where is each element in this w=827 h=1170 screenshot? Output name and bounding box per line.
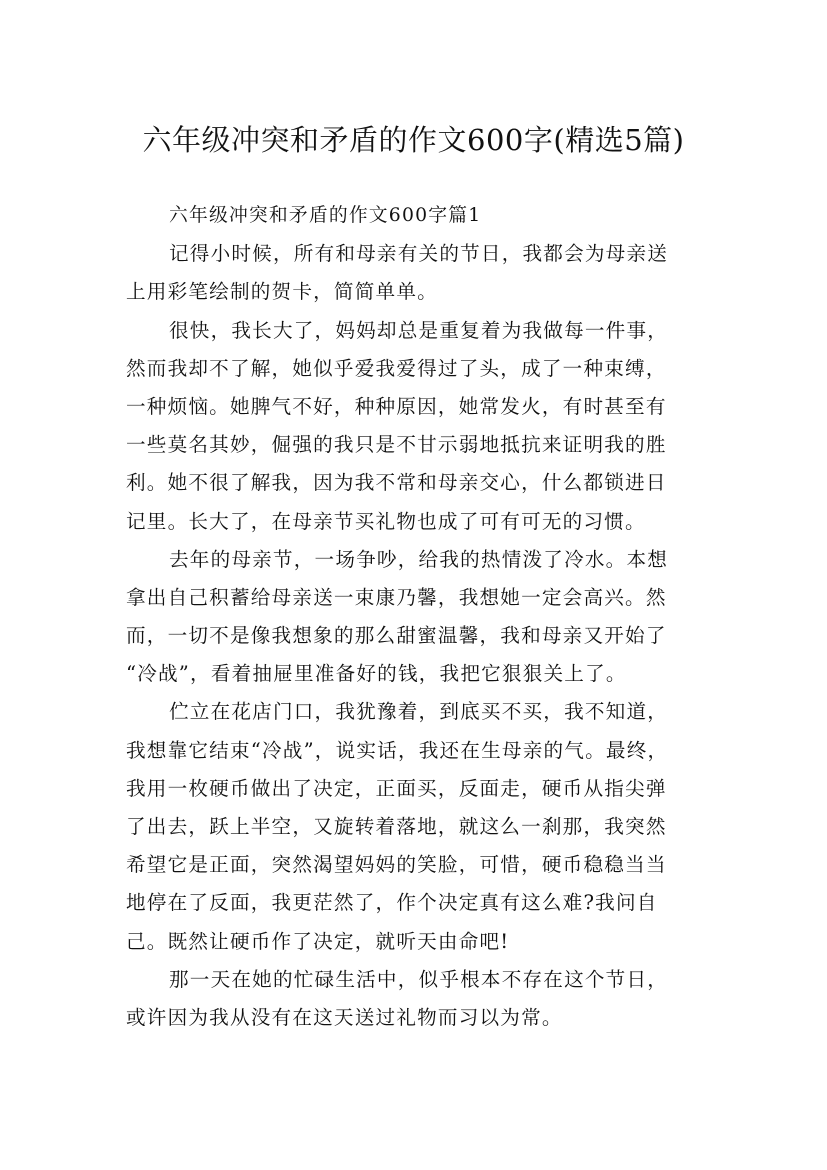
paragraph-line: 己。既然让硬币作了决定，就听天由命吧! [126, 929, 510, 953]
paragraph-line: 一种烦恼。她脾气不好，种种原因，她常发火，有时甚至有 [126, 394, 667, 418]
paragraph-line: 那一天在她的忙碌生活中，似乎根本不存在这个节日， [169, 967, 669, 991]
paragraph-line: “冷战”，看着抽屉里准备好的钱，我把它狠狠关上了。 [126, 662, 627, 686]
paragraph-line: 记得小时候，所有和母亲有关的节日，我都会为母亲送 [169, 242, 669, 266]
paragraph-line: 记里。长大了，在母亲节买礼物也成了可有可无的习惯。 [126, 509, 646, 533]
paragraph-line: 一些莫名其妙，倔强的我只是不甘示弱地抵抗来证明我的胜 [126, 433, 667, 457]
paragraph-line: 我用一枚硬币做出了决定，正面买，反面走，硬币从指尖弹 [126, 776, 667, 800]
paragraph-line: 很快，我长大了，妈妈却总是重复着为我做每一件事， [169, 318, 669, 342]
paragraph-line: 伫立在花店门口，我犹豫着，到底买不买，我不知道， [169, 700, 669, 724]
paragraph-line: 我想靠它结束“冷战”，说实话，我还在生母亲的气。最终， [126, 738, 669, 762]
section-heading: 六年级冲突和矛盾的作文600字篇1 [169, 205, 482, 226]
paragraph-line: 去年的母亲节，一场争吵，给我的热情泼了冷水。本想 [169, 547, 669, 571]
paragraph-line: 或许因为我从没有在这天送过礼物而习以为常。 [126, 1005, 563, 1029]
paragraph-line: 然而我却不了解，她似乎爱我爱得过了头，成了一种束缚， [126, 356, 667, 380]
paragraph-line: 了出去，跃上半空，又旋转着落地，就这么一刹那，我突然 [126, 815, 667, 838]
paragraph-line: 利。她不很了解我，因为我不常和母亲交心，什么都锁进日 [126, 471, 667, 495]
paragraph-line: 上用彩笔绘制的贺卡，简简单单。 [126, 280, 438, 304]
essay-body [126, 197, 716, 1037]
document-title: 六年级冲突和矛盾的作文600字(精选5篇) [142, 123, 685, 158]
paragraph-line: 而，一切不是像我想象的那么甜蜜温馨，我和母亲又开始了 [126, 624, 667, 648]
paragraph-line: 希望它是正面，突然渴望妈妈的笑脸，可惜，硬币稳稳当当 [126, 853, 667, 877]
paragraph-line: 地停在了反面，我更茫然了，作个决定真有这么难?我问自 [126, 891, 658, 915]
paragraph-line: 拿出自己积蓄给母亲送一束康乃馨，我想她一定会高兴。然 [126, 585, 667, 609]
